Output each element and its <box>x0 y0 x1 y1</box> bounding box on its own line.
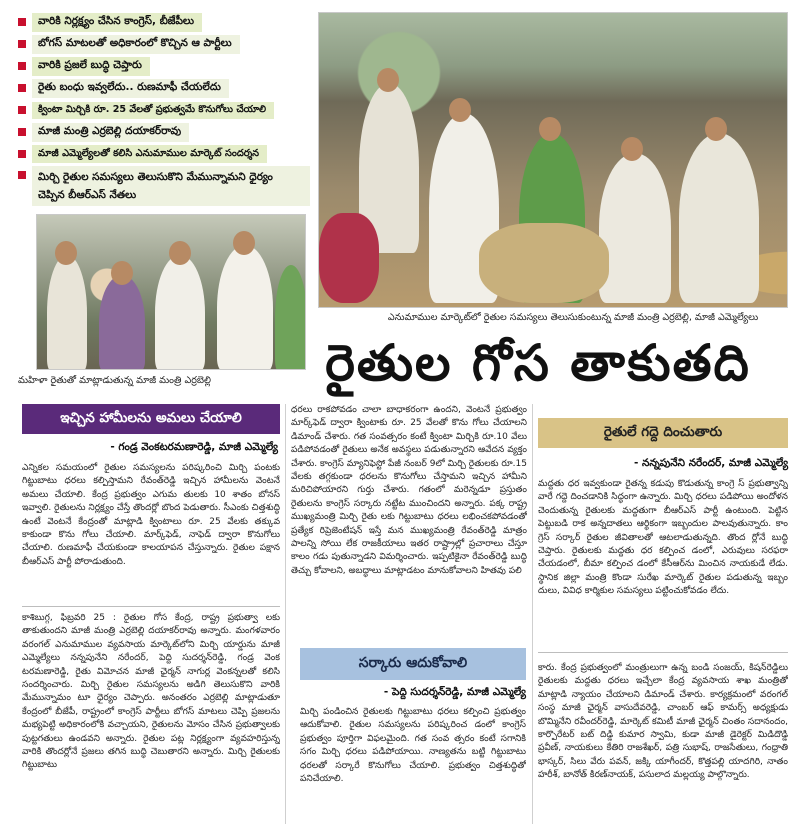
divider <box>22 606 280 607</box>
side-photo <box>36 214 306 370</box>
box-title-right: రైతులే గద్దె దించుతారు <box>538 418 788 448</box>
article-body-middle: ధరలు రాకపోవడం చాలా బాధాకరంగా ఉందని, వెంటనే ప్రభుత్వం మార్క్‌ఫెడ్ ద్వారా క్వింటాకు రూ. 25 వేలతో కొను గోలు చేయాలని డిమాండ్ చేశారు. గత సంవత్సరం కంటే క్వింటా మిర్చికి రూ.10 వేలు పడిపోవడంతో రైతులు అనేక అవస్థలు పడుతున్నారని ఆవేదన వ్యక్తం చేశారు. కాంగ్రెస్ మ్యానిఫెస్టో పేజీ నంబర్ 9లో మిర్చి రైతులకు రూ.15 వేలకు తగ్గకుండా ధరలను కొనుగోలు చేస్తామని ఇచ్చిన హామీని మరిచిపోయారని గుర్తు చేశారు. గతంలో మరెన్నడూ ప్రస్తుతం రైతులను కాంగ్రెస్ సర్కారు నట్టేట ముంచిందని అన్నారు. పక్క రాష్ట్ర ముఖ్యమంత్రి మిర్చి రైతు లకు గిట్టుబాటు ధరలు లభించకపోవడంతో ప్రత్యేక రిప్రెజెంటేషన్ ఇస్తే మన ముఖ్యమంత్రి రేవంత్‌రెడ్డి మాత్రం పాలన్ని సోయి లేక రాజకీయాలు ఇతర రాష్ట్రాల్లో ప్రచారాలు చేస్తూ కాలం గడు పుతున్నాడని విమర్శించారు. ఇప్పటికైనా రేవంత్‌రెడ్డి బుద్ధి తెచ్చు కోవాలని, అబద్ధాలు మాట్లాడటం మానుకోవాలని హితవు పలి <box>291 405 527 576</box>
bullet-item <box>18 144 310 164</box>
byline-middle: - పెద్ది సుదర్శన్‌రెడ్డి, మాజీ ఎమ్మెల్యే <box>383 686 526 698</box>
box-text-left: ఎన్నికల సమయంలో రైతుల సమస్యలను పరిష్కరించి మిర్చి పంటకు గిట్టుబాటు ధరలు కల్పిస్తామని రేవంత్‌రెడ్డి ఇచ్చిన హామీలను వెంటనే అమలు చేయాలి. కేంద్ర ప్రభుత్వం ఎగుమ తులకు 10 శాతం బోనస్ ఇవ్వాలి. రైతులను నిర్లక్ష్యం చేస్తే తొందర్లో బొంద పెడుతారు. సీఎంకు చిత్తశుద్ధి ఉంటే వెంటనే కేంద్రంతో మాట్లాడి క్వింటాలు రూ. 25 వేలకు తక్కువ కాకుండా కొను గోలు చేయాలి. మార్క్‌ఫెడ్, నాఫెడ్ ద్వారా కొనుగోలు చేయాలి. రుణమాఫీ చేయకుండా కాలయాపన చేస్తున్నారు. రైతుల పక్షాన బీఆర్ఎస్ పార్టీ పోరాడుతుంది. <box>22 463 280 567</box>
bullet-item <box>18 12 310 32</box>
bullet-item <box>18 78 310 98</box>
byline-left: - గండ్ర వెంకటరమణారెడ్డి, మాజీ ఎమ్మెల్యే <box>110 441 278 453</box>
box-text-right: మద్దతు ధర ఇవ్వకుండా రైతన్న కడుపు కొడుతున్న కాంగ్రె స్ ప్రభుత్వాన్ని వారే గద్దె దించడానికి సిద్ధంగా ఉన్నారు. మిర్చి ధరలు పడిపోయి అందోళన చెందుతున్న రైతులకు మద్దతుగా బీఆర్ఎస్ పార్టీ ఉంటుంది. పెట్టిన పెట్టుబడి రాక అన్నదాతలు ఆర్థికంగా ఇబ్బందుల పాలవుతున్నారు. కాం గ్రెస్ సర్కార్ రైతుల జీవితాలతో ఆటలాడుతున్నది. తొంద ర్లోనే బుద్ధి చెప్తారు. రైతులకు మద్దతు ధర కల్పించ డంలో, ఎరువులు సరఫరా చేయడంలో, బీమా కల్పించ డంలో కేసీఆర్‌ను మించిన నాయకుడే లేడు. స్థానిక జిల్లా మంత్రి కొండా సురేఖ మార్కెట్ రైతుల పడుతున్న ఇబ్బం దులు, వివిధ కార్మికుల సమస్యలు పట్టించుకోవడం లేదు. <box>538 479 788 597</box>
side-photo-caption: మహిళా రైతుతో మాట్లాడుతున్న మాజీ మంత్రి ఎర్రబెల్లి <box>18 375 211 386</box>
article-body-right: కారు. కేంద్ర ప్రభుత్వంలో మంత్రులుగా ఉన్న బండి సంజయ్, కిషన్‌రెడ్డిలు రైతులకు మద్దతు ధరలు ఇచ్చేలా కేంద్ర వ్యవసాయ శాఖ మంత్రితో మాట్లాడి న్యాయం చేయాలని డిమాండ్ చేశారు. కార్యక్రమంలో వరంగల్ సంస్థ మాజీ ఛైర్మన్ వాసుదేవరెడ్డి, చాంబర్ ఆఫ్ కామర్స్ అధ్యక్షుడు బొమ్మినేని రవీందర్‌రెడ్డి, మార్కెట్ కమిటీ మాజీ ఛైర్మన్ చింతం సదానందం, కార్పొరేటర్ బట్ దిడ్డి కుమార స్వామి, కుడా మాజీ డైరెక్టర్ మిడిదొడ్డి ప్రవీణ్, నాయకులు కేతిరి రాజశేఖర్, పత్రి సుభాష్, రాజసేతులు, గంధ్రాతి భాస్కర్, సిలు వేరు పవన్, జక్కి యాగీందర్, కొత్తపల్లి యాదగిరి, నాతం హరీశ్, బానోత్ కిరణ్‌నాయక్, పసులాద మల్లయ్య పాల్గొన్నారు. <box>538 663 788 781</box>
main-photo <box>318 12 788 308</box>
bullet-square-icon <box>18 18 26 26</box>
bullet-item <box>18 100 310 120</box>
bullet-square-icon <box>18 40 26 48</box>
bullet-list <box>18 12 310 202</box>
bullet-square-icon <box>18 150 26 158</box>
bullet-text: వారికి నిర్లక్ష్యం చేసిన కాంగ్రెస్, బీజేపీలు <box>32 13 202 32</box>
main-photo-caption: ఎనుమాముల మార్కెట్‌లో రైతుల సమస్యలు తెలుసుకుంటున్న మాజీ మంత్రి ఎర్రబెల్లి, మాజీ ఎమ్మెల్యేలు <box>387 312 759 323</box>
column-divider <box>285 404 286 824</box>
bullet-text: రైతు బంధు ఇవ్వలేదు.. రుణమాఫీ చేయలేదు <box>32 79 229 98</box>
article-body-left: కాశిబుగ్గ, ఫిబ్రవరి 25 : రైతుల గోస కేంద్ర, రాష్ట్ర ప్రభుత్వా లకు తాకుతుందని మాజీ మంత్రి ఎర్రబెల్లి దయాకర్‌రావు అన్నారు. మంగళవారం వరంగల్ ఎనుమాముల వ్యవసాయ మార్కెట్‌లోని మిర్చి యార్డును మాజీ ఎమ్మెల్యేలు నన్నపునేని నరేందర్, పెద్ది సుదర్శన్‌రెడ్డి, గండ్ర వెంక టరమణారెడ్డి, రైతు విమోచన మాజీ ఛైర్మన్ నాగుర్ల వెంకన్నలతో కలిసి సందర్శించారు. మిర్చి రైతుల సమస్యలను అడిగి తెలుసుకొని వారికి మేమున్నామం టూ ధైర్యం చెప్పారు. అనంతరం ఎర్రబెల్లి మాట్లాడుతూ కేంద్రంలో బీజేపీ, రాష్ట్రంలో కాంగ్రెస్ పార్టీలు బోగస్ మాటలు చెప్పి ప్రజలను మభ్యపెట్టి అధికారంలోకి వచ్చాయని, రైతులను మోసం చేసిన ప్రభుత్వాలకు పుట్టగతులు ఉండవని అన్నారు. రైతుల పట్ల నిర్లక్ష్యంగా వ్యవహరిస్తున్న వారికి తొందర్లోనే ప్రజలు తగిన బుద్ధి చెబుతారని అన్నారు. మిర్చి రైతులకు గిట్టుబాటు <box>22 613 280 771</box>
bullet-square-icon <box>18 171 26 179</box>
bullet-item <box>18 122 310 142</box>
box-text-middle: మిర్చి పండించిన రైతులకు గిట్టుబాటు ధరలు కల్పించి ప్రభుత్వం ఆదుకోవాలి. రైతుల సమస్యలను పరిష్కరించ డంలో కాంగ్రెస్ ప్రభుత్వం పూర్తిగా విఫలమైంది. గత సంవ త్సరం కంటే సగానికి సగం మిర్చి ధరలు పడిపోయాయి. నాణ్యతను బట్టి గిట్టుబాటు ధరలతో సర్కారే కొనుగోలు చేయాలి. ప్రభుత్వం చిత్తశుద్ధితో పనిచేయాలి. <box>300 707 526 785</box>
box-title-left: ఇచ్చిన హామీలను అమలు చేయాలి <box>22 404 280 434</box>
bullet-text: మిర్చి రైతుల సమస్యలు తెలుసుకొని మేమున్నామని ధైర్యం చెప్పిన బీఆర్ఎస్ నేతలు <box>32 166 310 206</box>
box-title-middle: సర్కారు ఆదుకోవాలి <box>300 648 526 680</box>
bullet-item <box>18 56 310 76</box>
bullet-text: మాజీ ఎమ్మెల్యేలతో కలిసి ఎనుమాముల మార్కెట్ సందర్శన <box>32 145 267 163</box>
divider <box>538 652 788 653</box>
headline: రైతుల గోస తాకుతది <box>325 334 751 392</box>
bullet-text: బోగస్ మాటలతో అధికారంలో కొచ్చిన ఆ పార్టీలు <box>32 35 240 54</box>
bullet-item <box>18 166 310 206</box>
bullet-text: మాజీ మంత్రి ఎర్రబెల్లి దయాకర్‌రావు <box>32 123 189 142</box>
column-divider <box>532 404 533 824</box>
bullet-square-icon <box>18 62 26 70</box>
bullet-text: వారికి ప్రజలే బుద్ధి చెప్తారు <box>32 57 150 76</box>
bullet-text: క్వింటా మిర్చికి రూ. 25 వేలతో ప్రభుత్వమే కొనుగోలు చేయాలి <box>32 102 274 119</box>
byline-right: - నన్నపునేని నరేందర్, మాజీ ఎమ్మెల్యే <box>633 457 788 469</box>
bullet-square-icon <box>18 128 26 136</box>
bullet-item <box>18 34 310 54</box>
bullet-square-icon <box>18 106 26 114</box>
bullet-square-icon <box>18 84 26 92</box>
